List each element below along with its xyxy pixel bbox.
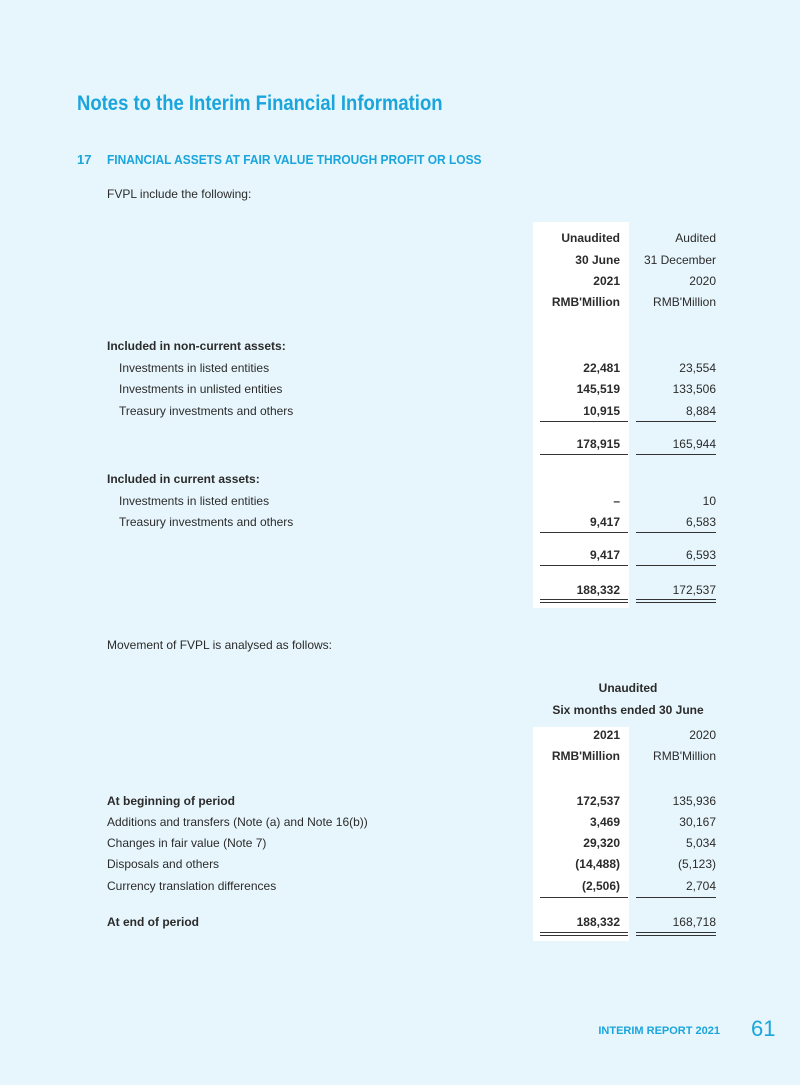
rule [636, 565, 716, 566]
grand-total-2021: 188,332 [576, 583, 620, 597]
t2-row-2020: 135,936 [672, 794, 716, 808]
current-row-label: Investments in listed entities [119, 494, 270, 508]
noncurrent-row-2020: 23,554 [679, 361, 716, 375]
current-row-2020: 10 [702, 494, 716, 508]
page-title: Notes to the Interim Financial Information [77, 92, 443, 115]
current-row-2021: 9,417 [589, 515, 620, 529]
t1-col1-header-3: 2021 [593, 274, 620, 288]
noncurrent-total-2020: 165,944 [672, 437, 716, 451]
t2-row-2021: 3,469 [589, 815, 620, 829]
t1-col2-header-2: 31 December [643, 253, 716, 267]
t2-col2-header-2: RMB'Million [653, 749, 716, 763]
t2-end-2021: 188,332 [576, 915, 620, 929]
t2-row-2021: (2,506) [581, 879, 620, 893]
current-row-2020: 6,583 [685, 515, 716, 529]
rule [636, 454, 716, 455]
rule [636, 532, 716, 533]
t2-row-2021: (14,488) [575, 857, 620, 871]
rule [540, 532, 628, 533]
t1-col1-header-4: RMB'Million [551, 295, 620, 309]
section-number: 17 [77, 152, 92, 167]
rule [636, 897, 716, 898]
double-rule [636, 602, 716, 603]
intro-text: FVPL include the following: [107, 187, 252, 201]
noncurrent-row-label: Investments in unlisted entities [119, 382, 283, 396]
double-rule [540, 602, 628, 603]
t2-row-label: Additions and transfers (Note (a) and Note 16(b)) [107, 815, 368, 829]
noncurrent-row-2020: 8,884 [685, 404, 716, 418]
current-row-label: Treasury investments and others [119, 515, 294, 529]
t1-col1-header-1: Unaudited [561, 231, 620, 245]
t2-row-2020: (5,123) [677, 857, 716, 871]
section-title: FINANCIAL ASSETS AT FAIR VALUE THROUGH PROFIT OR LOSS [107, 152, 482, 167]
noncurrent-total-2021: 178,915 [576, 437, 620, 451]
noncurrent-heading: Included in non-current assets: [107, 339, 286, 353]
current-heading: Included in current assets: [107, 472, 260, 486]
t2-row-label: At beginning of period [107, 794, 235, 808]
footer-report-label: INTERIM REPORT 2021 [598, 1025, 720, 1037]
t2-end-2020: 168,718 [672, 915, 716, 929]
t1-col2-header-4: RMB'Million [653, 295, 716, 309]
double-rule [636, 935, 716, 936]
t2-row-2021: 29,320 [583, 836, 620, 850]
t2-col2-header-1: 2020 [689, 728, 716, 742]
current-total-2021: 9,417 [589, 548, 620, 562]
double-rule [540, 932, 628, 933]
t2-col1-header-1: 2021 [593, 728, 620, 742]
rule [540, 565, 628, 566]
noncurrent-row-label: Investments in listed entities [119, 361, 270, 375]
current-total-2020: 6,593 [685, 548, 716, 562]
t2-row-2020: 30,167 [679, 815, 716, 829]
rule [636, 421, 716, 422]
double-rule [540, 935, 628, 936]
noncurrent-row-2021: 145,519 [576, 382, 620, 396]
t2-end-label: At end of period [107, 915, 199, 929]
double-rule [540, 599, 628, 600]
t1-col2-header-1: Audited [675, 231, 716, 245]
t2-col1-header-2: RMB'Million [551, 749, 620, 763]
noncurrent-row-2021: 10,915 [583, 404, 620, 418]
rule [540, 421, 628, 422]
double-rule [636, 599, 716, 600]
noncurrent-row-2021: 22,481 [583, 361, 620, 375]
page-number: 61 [751, 1016, 776, 1041]
t2-row-2020: 2,704 [685, 879, 716, 893]
t2-row-2020: 5,034 [685, 836, 716, 850]
t2-row-2021: 172,537 [576, 794, 620, 808]
t2-header-top: Unaudited [598, 681, 658, 695]
t2-header-period: Six months ended 30 June [552, 703, 704, 717]
rule [540, 897, 628, 898]
rule [540, 454, 628, 455]
double-rule [636, 932, 716, 933]
noncurrent-row-2020: 133,506 [672, 382, 716, 396]
movement-intro: Movement of FVPL is analysed as follows: [107, 638, 332, 652]
noncurrent-row-label: Treasury investments and others [119, 404, 294, 418]
t2-row-label: Disposals and others [107, 857, 220, 871]
t2-row-label: Currency translation differences [107, 879, 277, 893]
t1-col1-header-2: 30 June [575, 253, 620, 267]
current-row-2021: – [613, 494, 620, 508]
grand-total-2020: 172,537 [672, 583, 716, 597]
t2-row-label: Changes in fair value (Note 7) [107, 836, 267, 850]
t1-col2-header-3: 2020 [689, 274, 716, 288]
